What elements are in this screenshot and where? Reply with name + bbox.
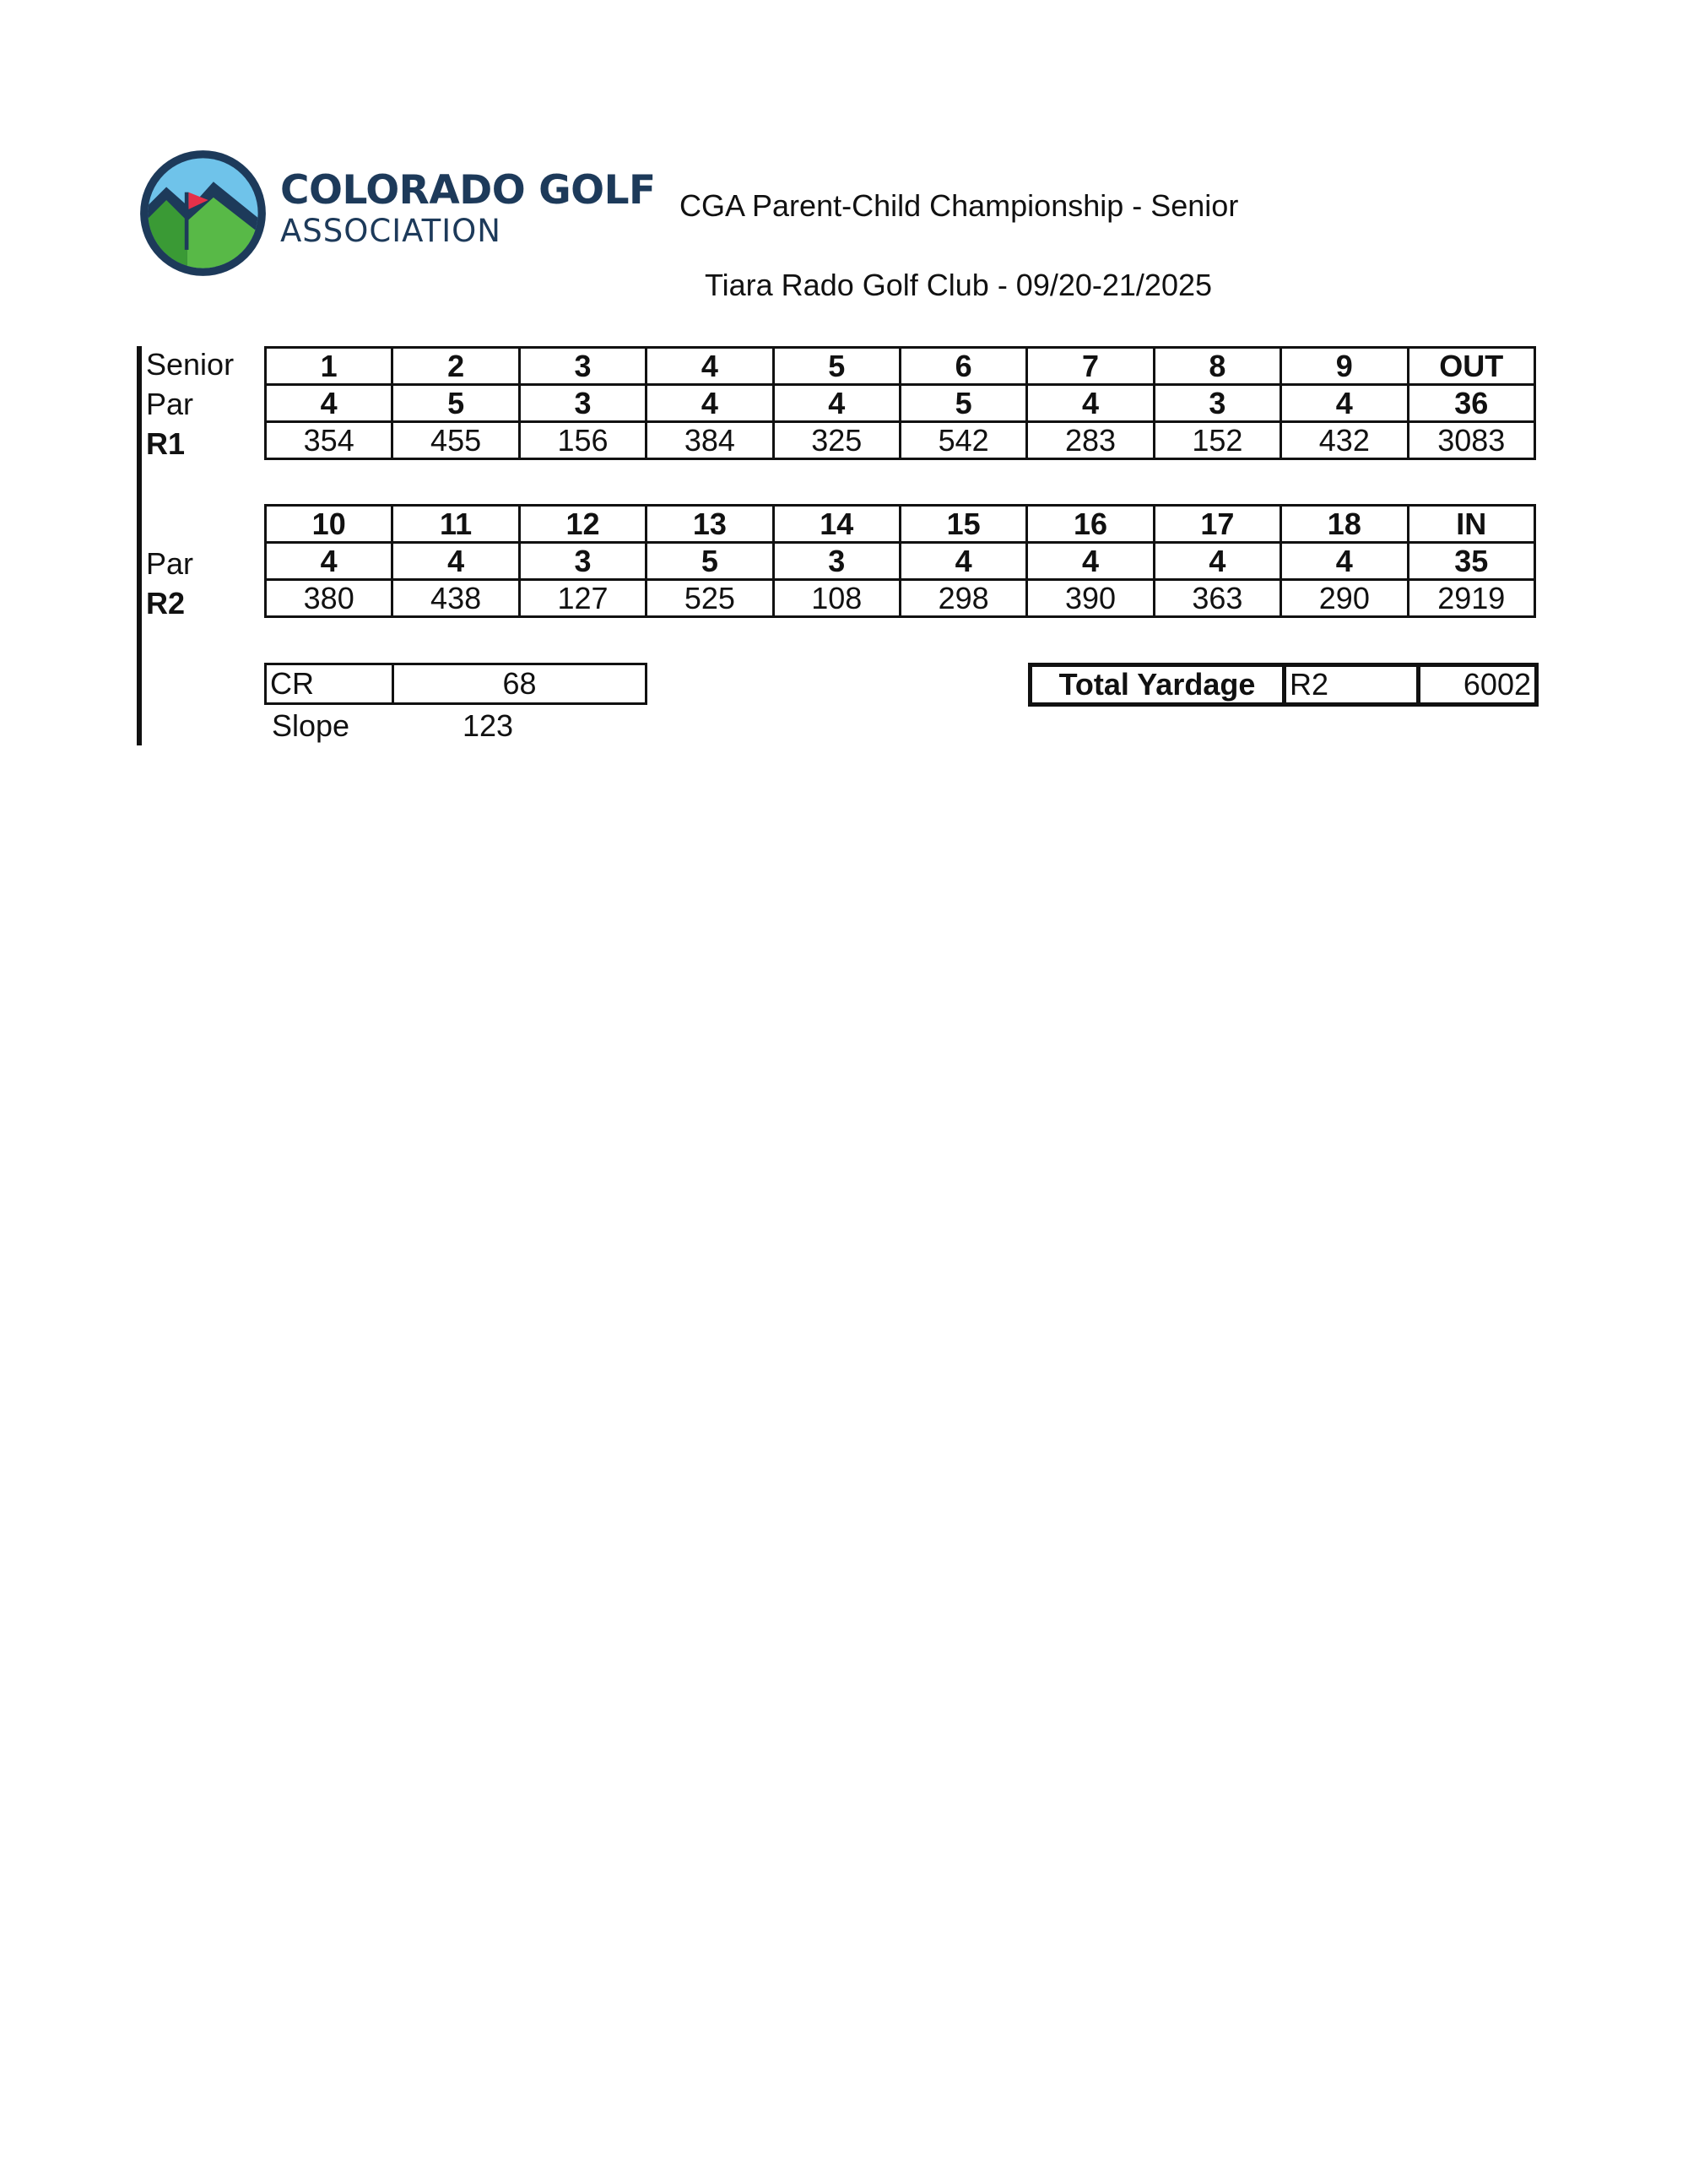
yardage-cell: 290: [1281, 580, 1408, 617]
yardage-cell-in: 2919: [1408, 580, 1534, 617]
hole-cell: 4: [647, 348, 773, 385]
hole-cell: 1: [266, 348, 392, 385]
front-par-label: Par: [146, 387, 194, 421]
yardage-cell: 283: [1027, 422, 1154, 459]
front-hole-row: [266, 348, 1535, 385]
par-cell-out: 36: [1408, 385, 1534, 422]
hole-cell: 9: [1281, 348, 1408, 385]
yardage-cell: 455: [392, 422, 519, 459]
yardage-cell: 152: [1154, 422, 1280, 459]
yardage-cell: 127: [519, 580, 646, 617]
par-cell: 4: [1154, 543, 1280, 580]
par-cell: 4: [392, 543, 519, 580]
yardage-cell: 380: [266, 580, 392, 617]
par-cell: 4: [647, 385, 773, 422]
back-hole-row: [266, 506, 1535, 543]
par-cell: 3: [519, 543, 646, 580]
hole-cell: 13: [647, 506, 773, 543]
par-cell: 4: [266, 385, 392, 422]
yardage-cell: 298: [900, 580, 1026, 617]
hole-cell: 3: [519, 348, 646, 385]
back-yardage-row: [266, 580, 1535, 617]
par-cell: 4: [1281, 385, 1408, 422]
par-cell: 5: [900, 385, 1026, 422]
hole-cell-out: OUT: [1408, 348, 1534, 385]
left-rule: [137, 346, 142, 745]
yardage-cell: 354: [266, 422, 392, 459]
total-yardage-table: [1028, 663, 1539, 707]
hole-cell: 12: [519, 506, 646, 543]
par-cell: 5: [647, 543, 773, 580]
front-nine-table: [264, 346, 1536, 460]
hole-cell: 10: [266, 506, 392, 543]
hole-cell: 7: [1027, 348, 1154, 385]
par-cell: 4: [1027, 385, 1154, 422]
par-cell: 3: [519, 385, 646, 422]
slope-value: 123: [463, 708, 514, 743]
slope-label: Slope: [272, 708, 350, 743]
par-cell: 3: [1154, 385, 1280, 422]
hole-cell: 8: [1154, 348, 1280, 385]
hole-cell-in: IN: [1408, 506, 1534, 543]
back-yardage-label: R2: [146, 586, 186, 621]
hole-cell: 6: [900, 348, 1026, 385]
cr-value: 68: [393, 664, 647, 704]
par-cell: 4: [266, 543, 392, 580]
total-yardage-label: Total Yardage: [1031, 665, 1285, 705]
hole-cell: 11: [392, 506, 519, 543]
tee-label: Senior: [146, 347, 235, 382]
par-cell: 4: [773, 385, 900, 422]
hole-cell: 17: [1154, 506, 1280, 543]
yardage-cell: 438: [392, 580, 519, 617]
hole-cell: 5: [773, 348, 900, 385]
par-cell: 5: [392, 385, 519, 422]
yardage-cell: 384: [647, 422, 773, 459]
par-cell: 4: [1027, 543, 1154, 580]
yardage-cell: 525: [647, 580, 773, 617]
yardage-cell: 363: [1154, 580, 1280, 617]
yardage-cell-out: 3083: [1408, 422, 1534, 459]
yardage-cell: 325: [773, 422, 900, 459]
logo-line2: ASSOCIATION: [280, 213, 501, 249]
hole-cell: 18: [1281, 506, 1408, 543]
back-par-label: Par: [146, 546, 194, 581]
logo-wordmark: [280, 169, 656, 250]
hole-cell: 15: [900, 506, 1026, 543]
yardage-cell: 108: [773, 580, 900, 617]
par-cell: 4: [1281, 543, 1408, 580]
front-yardage-row: [266, 422, 1535, 459]
yardage-cell: 432: [1281, 422, 1408, 459]
course-rating-table: [264, 663, 647, 705]
back-par-row: [266, 543, 1535, 580]
cr-label: CR: [266, 664, 393, 704]
par-cell: 4: [900, 543, 1026, 580]
logo-line1: COLORADO GOLF: [280, 167, 656, 214]
total-yardage-value: 6002: [1419, 665, 1537, 705]
front-par-row: [266, 385, 1535, 422]
back-nine-table: [264, 504, 1536, 618]
page-subtitle: Tiara Rado Golf Club - 09/20-21/2025: [705, 268, 1213, 302]
par-cell-in: 35: [1408, 543, 1534, 580]
yardage-cell: 156: [519, 422, 646, 459]
yardage-cell: 390: [1027, 580, 1154, 617]
front-yardage-label: R1: [146, 426, 186, 461]
cga-logo-icon: [138, 148, 268, 279]
hole-cell: 16: [1027, 506, 1154, 543]
par-cell: 3: [773, 543, 900, 580]
hole-cell: 14: [773, 506, 900, 543]
total-yardage-tee: R2: [1285, 665, 1419, 705]
yardage-cell: 542: [900, 422, 1026, 459]
hole-cell: 2: [392, 348, 519, 385]
page-title: CGA Parent-Child Championship - Senior: [679, 188, 1239, 223]
